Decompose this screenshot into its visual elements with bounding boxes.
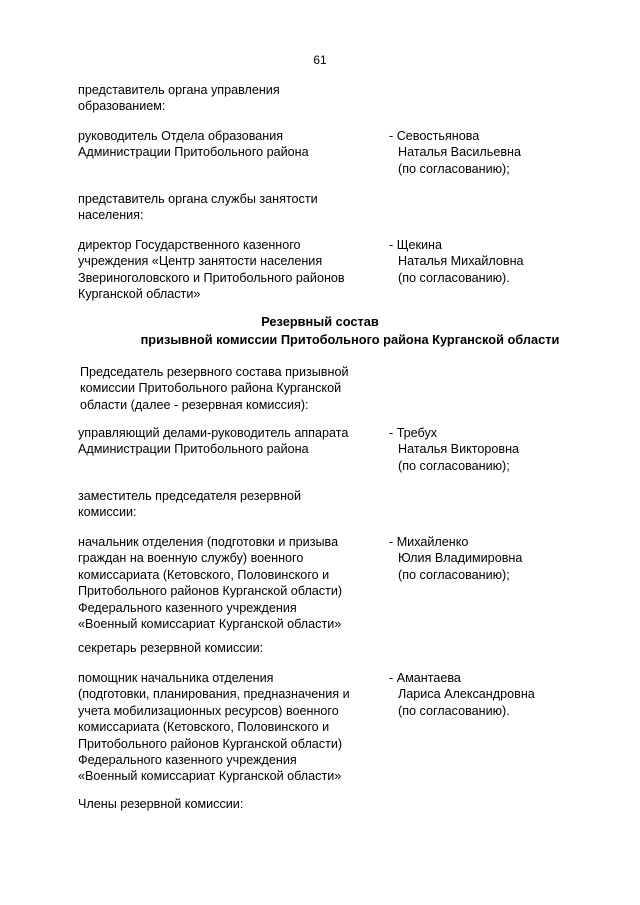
member-fullname: Лариса Александровна — [398, 687, 535, 702]
text-line: заместитель председателя резервной — [78, 489, 302, 503]
text-line: комиссариата (Кетовского, Половинского и — [78, 720, 330, 735]
member-fullname: Наталья Михайловна — [398, 254, 524, 269]
member-agreement-note: (по согласованию); — [398, 161, 510, 176]
section-heading — [0, 313, 640, 348]
heading-line-1: Резервный состав — [261, 314, 379, 329]
member-surname: - Амантаева — [389, 671, 461, 685]
text-line: руководитель Отдела образования — [78, 129, 284, 143]
text-line: директор Государственного казенного — [78, 238, 301, 252]
text-line: Притобольного районов Курганской области) — [78, 736, 343, 751]
text-line: Председатель резервного состава призывной — [80, 365, 349, 379]
member-name-sevostyanova — [389, 128, 589, 177]
text-line: Притобольного районов Курганской области) — [78, 584, 343, 599]
reserve-chairman-label — [80, 364, 390, 413]
position-department-head — [78, 534, 388, 632]
text-line: населения: — [78, 208, 144, 223]
text-line: Звериноголовского и Притобольного районов — [78, 270, 345, 285]
text-line: «Военный комиссариат Курганской области» — [78, 769, 342, 784]
member-name-amantaeva — [389, 670, 589, 719]
text-line: начальник отделения (подготовки и призыва — [78, 535, 339, 549]
member-name-mikhailenko — [389, 534, 589, 583]
reserve-deputy-label — [78, 488, 388, 521]
position-employment-director — [78, 237, 388, 303]
text-line: граждан на военную службу) военного — [78, 551, 304, 566]
member-fullname: Юлия Владимировна — [398, 551, 523, 566]
page-number: 61 — [313, 53, 327, 67]
position-office-manager — [78, 425, 388, 458]
reserve-members-label — [78, 796, 388, 812]
member-agreement-note: (по согласованию). — [398, 703, 510, 718]
text-line: учета мобилизационных ресурсов) военного — [78, 703, 339, 718]
text-line: Администрации Притобольного района — [78, 145, 309, 160]
text-line: представитель органа управления — [78, 83, 280, 97]
heading-line-2: призывной комиссии Притобольного района Курганской области — [140, 331, 560, 347]
member-fullname: Наталья Викторовна — [398, 442, 520, 457]
text-line: комиссии Притобольного района Курганской — [80, 381, 342, 396]
text-line: Курганской области» — [78, 287, 201, 302]
text-line: представитель органа службы занятости — [78, 192, 318, 206]
member-name-trebukh — [389, 425, 589, 474]
section-education-representative — [78, 82, 388, 115]
text-line: комиссии: — [78, 505, 137, 520]
text-line: Администрации Притобольного района — [78, 442, 309, 457]
member-surname: - Михайленко — [389, 535, 469, 549]
text-line: учреждения «Центр занятости населения — [78, 254, 323, 269]
member-agreement-note: (по согласованию). — [398, 270, 510, 285]
text-line: управляющий делами-руководитель аппарата — [78, 426, 349, 440]
position-education-head — [78, 128, 388, 161]
text-line: комиссариата (Кетовского, Половинского и — [78, 567, 330, 582]
member-surname: - Севостьянова — [389, 129, 480, 143]
text-line: секретарь резервной комиссии: — [78, 641, 264, 655]
member-agreement-note: (по согласованию); — [398, 458, 510, 473]
text-line: Федерального казенного учреждения — [78, 600, 297, 615]
text-line: Федерального казенного учреждения — [78, 753, 297, 768]
text-line: помощник начальника отделения — [78, 671, 274, 685]
member-surname: - Требух — [389, 426, 438, 440]
text-line: «Военный комиссариат Курганской области» — [78, 617, 342, 632]
reserve-secretary-label — [78, 640, 388, 656]
section-employment-representative — [78, 191, 388, 224]
member-agreement-note: (по согласованию); — [398, 567, 510, 582]
member-name-shchekina — [389, 237, 589, 286]
text-line: образованием: — [78, 99, 166, 114]
text-line: Члены резервной комиссии: — [78, 797, 244, 811]
member-fullname: Наталья Васильевна — [398, 145, 521, 160]
position-assistant-head — [78, 670, 388, 785]
text-line: (подготовки, планирования, предназначения и — [78, 687, 350, 702]
text-line: области (далее - резервная комиссия): — [80, 397, 309, 412]
member-surname: - Щекина — [389, 238, 443, 252]
